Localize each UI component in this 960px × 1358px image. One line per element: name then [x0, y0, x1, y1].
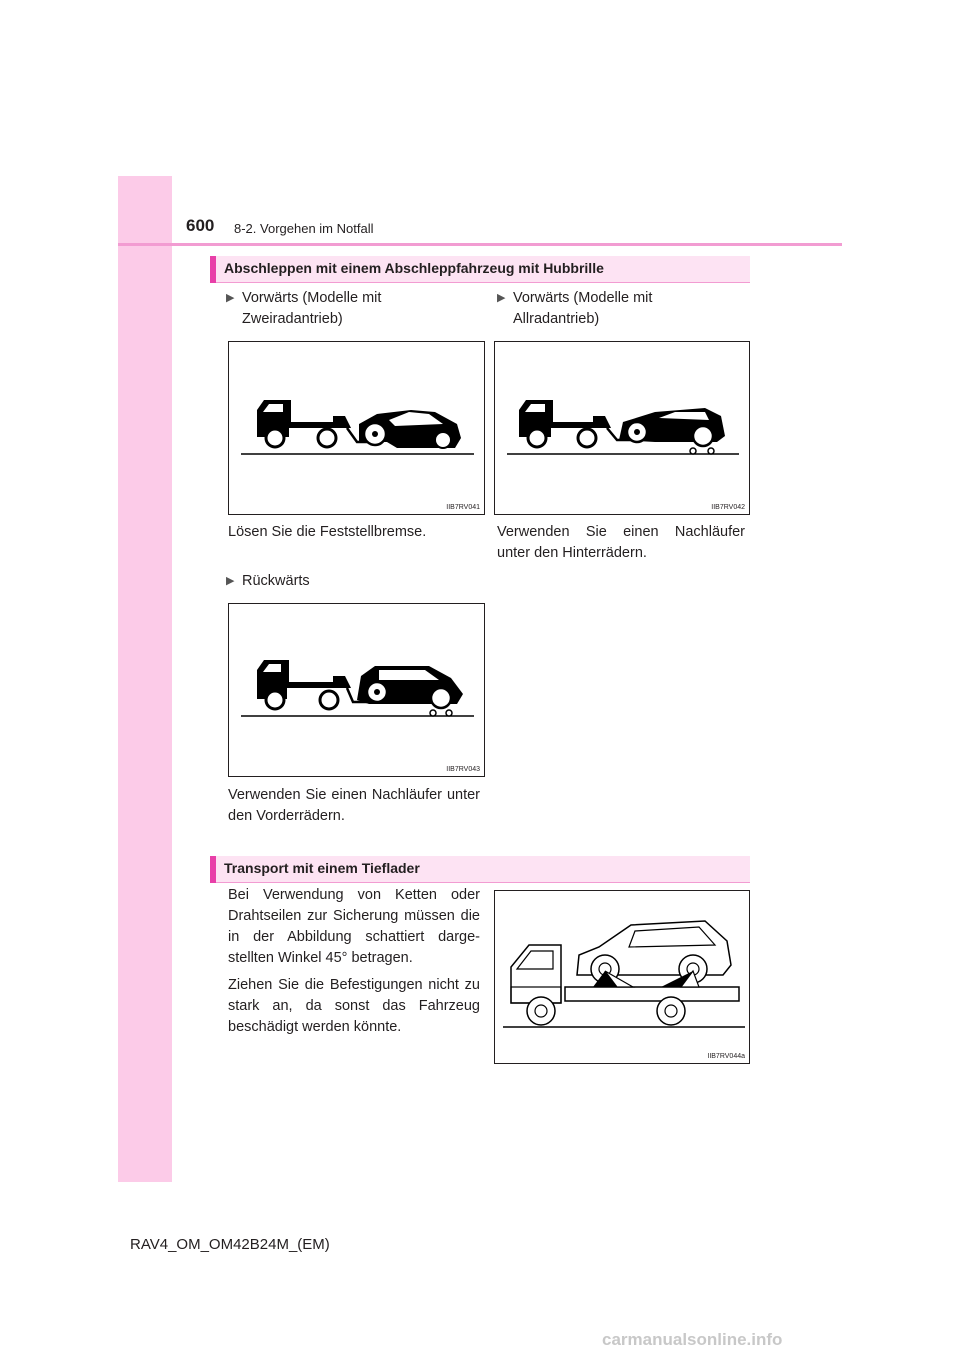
- triangle-bullet-icon: ▶: [226, 292, 235, 304]
- figure-code: IIB7RV044a: [707, 1053, 745, 1060]
- flatbed-paragraph-1: Bei Verwendung von Ketten oder Drahtseilen zur Sicherung müssen die in der Abbildung schattiert darge-stellten Winkel 45° betragen.: [228, 887, 480, 966]
- bullet-label: Vorwärts (Modelle mit Zweiradantrieb): [242, 290, 382, 327]
- flatbed-paragraph-2: Ziehen Sie die Befestigungen nicht zu stark an, da sonst das Fahrzeug beschädigt werden könnte.: [228, 977, 480, 1035]
- bullet-forward-2wd: [226, 288, 466, 330]
- figure-reverse: [228, 603, 485, 777]
- tow-truck-2wd-illustration: [229, 342, 486, 516]
- figure-forward-4wd: [494, 341, 750, 515]
- bullet-label: Vorwärts (Modelle mit Allradantrieb): [513, 290, 653, 327]
- figure-code: IIB7RV042: [711, 504, 745, 511]
- caption-forward-4wd: Verwenden Sie einen Nachläufer unter den Hinterrädern.: [497, 524, 745, 561]
- caption-reverse: Verwenden Sie einen Nachläufer unter den Vorderrädern.: [228, 787, 480, 824]
- caption-forward-2wd: Lösen Sie die Feststellbremse.: [228, 524, 427, 540]
- triangle-bullet-icon: ▶: [226, 575, 235, 587]
- triangle-bullet-icon: ▶: [497, 292, 506, 304]
- header-rule: [118, 243, 842, 246]
- section-heading-text: Transport mit einem Tieflader: [224, 860, 420, 876]
- figure-flatbed: [494, 890, 750, 1064]
- bullet-reverse: [226, 571, 466, 592]
- page-number: 600: [186, 216, 215, 235]
- figure-code: IIB7RV041: [446, 504, 480, 511]
- chapter-title: 8-2. Vorgehen im Notfall: [234, 221, 374, 236]
- footer-model-code: RAV4_OM_OM42B24M_(EM): [130, 1236, 330, 1253]
- section-heading-tow-truck: [210, 256, 750, 283]
- pink-side-tab: [118, 176, 172, 1182]
- tow-truck-reverse-illustration: [229, 604, 486, 778]
- bullet-label: Rückwärts: [242, 573, 310, 589]
- figure-forward-2wd: [228, 341, 485, 515]
- bullet-forward-4wd: [497, 288, 737, 330]
- watermark: carmanualsonline.info: [602, 1330, 783, 1349]
- section-heading-flatbed: [210, 856, 750, 883]
- figure-code: IIB7RV043: [446, 766, 480, 773]
- section-heading-text: Abschleppen mit einem Abschleppfahrzeug mit Hubbrille: [224, 260, 604, 276]
- tow-truck-4wd-illustration: [495, 342, 751, 516]
- flatbed-truck-illustration: [495, 891, 751, 1065]
